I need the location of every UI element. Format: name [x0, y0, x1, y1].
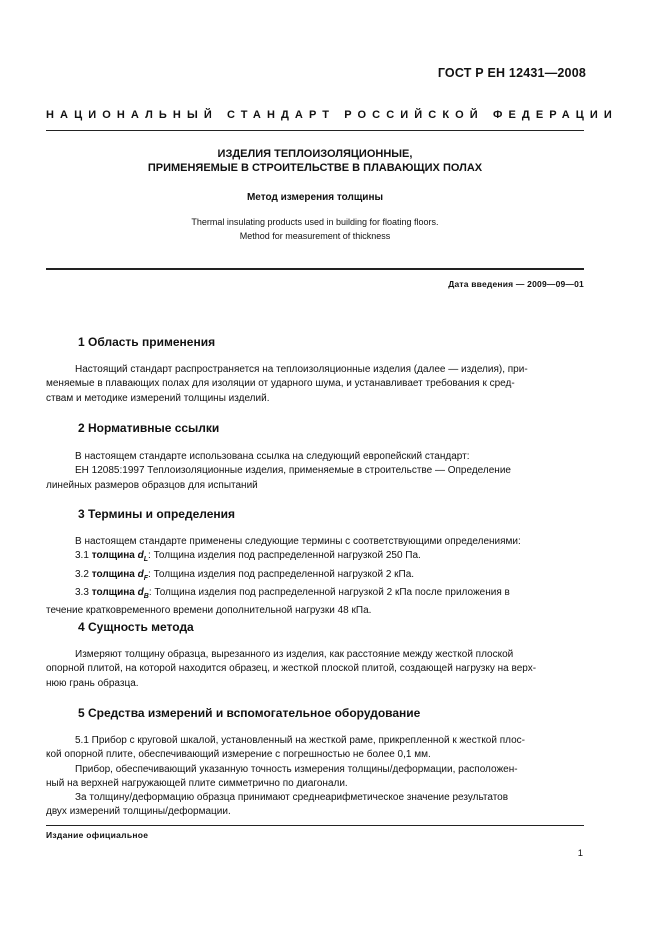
text-line: ный на верхней нагружающей плите симметрично по диагонали. — [46, 777, 348, 789]
edition-label: Издание официальное — [46, 830, 149, 840]
term-3-2 — [46, 568, 584, 586]
section-2-heading: 2 Нормативные ссылки — [78, 421, 220, 435]
text-line: ствам и методике измерений толщины изделий. — [46, 392, 270, 404]
term-number: 3.2 — [75, 568, 89, 580]
text-line: В настоящем стандарте применены следующие термины с соответствующими определениями: — [75, 536, 521, 547]
term-word: толщина — [91, 550, 135, 562]
term-definition: : Толщина изделия под распределенной нагрузкой 250 Па. — [148, 550, 421, 562]
term-symbol: d — [137, 550, 144, 562]
term-subscript: B — [143, 592, 149, 600]
text-line: 5.1 Прибор с круговой шкалой, установленный на жесткой раме, прикрепленной к жесткой плос- — [75, 735, 525, 746]
text-line: опорной плитой, на которой находится образец, и жесткой плоской плитой, создающей нагрузку на верх- — [46, 663, 537, 675]
section-4-heading: 4 Сущность метода — [78, 620, 194, 634]
text-line: Измеряют толщину образца, вырезанного из изделия, как расстояние между жесткой плоской — [75, 649, 514, 660]
text-line: За толщину/деформацию образца принимают среднеарифметическое значение результатов — [75, 792, 509, 804]
term-symbol: d — [137, 568, 144, 580]
document-title — [46, 147, 584, 175]
section-3-body — [46, 535, 584, 618]
title-line-1: ИЗДЕЛИЯ ТЕПЛОИЗОЛЯЦИОННЫЕ, — [217, 148, 413, 160]
text-line: Настоящий стандарт распространяется на теплоизоляционные изделия (далее — изделия), при- — [75, 364, 528, 375]
section-4-body — [46, 648, 584, 691]
term-subscript: F — [143, 574, 149, 582]
text-line: ЕН 12085:1997 Теплоизоляционные изделия, применяемые в строительстве — Определение — [75, 465, 511, 477]
standard-number: ГОСТ Р ЕН 12431—2008 — [437, 66, 586, 80]
introduction-date: Дата введения — 2009—09—01 — [448, 279, 584, 289]
section-5-heading: 5 Средства измерений и вспомогательное оборудование — [78, 706, 421, 720]
text-line: кой опорной плите, обеспечивающий измерение с погрешностью не более 0,1 мм. — [46, 749, 431, 761]
text-line: Прибор, обеспечивающий указанную точность измерения толщины/деформации, расположен- — [75, 763, 518, 775]
text-line: линейных размеров образцов для испытаний — [46, 479, 258, 491]
term-number: 3.1 — [75, 550, 89, 562]
footer-divider — [46, 825, 584, 826]
text-line: течение кратковременного времени дополнительной нагрузки 48 кПа. — [46, 605, 372, 617]
text-line: нюю грань образца. — [46, 677, 139, 689]
section-1-body — [46, 363, 584, 406]
term-number: 3.3 — [75, 586, 89, 598]
section-5-body — [46, 734, 584, 820]
english-title — [46, 215, 584, 243]
term-subscript: L — [143, 556, 149, 564]
title-line-2: ПРИМЕНЯЕМЫЕ В СТРОИТЕЛЬСТВЕ В ПЛАВАЮЩИХ ПОЛАХ — [147, 162, 483, 174]
term-symbol: d — [137, 586, 144, 598]
term-word: толщина — [91, 586, 135, 598]
page-number: 1 — [577, 848, 583, 859]
text-line: меняемые в плавающих полах для изоляции от ударного шума, и устанавливает требования к сред- — [46, 378, 515, 390]
text-line: двух измерений толщины/деформации. — [46, 806, 231, 818]
term-word: толщина — [91, 568, 135, 580]
english-title-line-2: Method for measurement of thickness — [239, 231, 391, 241]
national-standard-banner: НАЦИОНАЛЬНЫЙ СТАНДАРТ РОССИЙСКОЙ ФЕДЕРАЦИИ — [46, 109, 618, 121]
term-definition: : Толщина изделия под распределенной нагрузкой 2 кПа после приложения в — [148, 586, 510, 598]
section-1-heading: 1 Область применения — [78, 335, 216, 349]
section-3-heading: 3 Термины и определения — [78, 507, 236, 521]
term-3-1 — [46, 549, 584, 567]
english-title-line-1: Thermal insulating products used in building for floating floors. — [191, 217, 439, 227]
section-2-body — [46, 450, 584, 493]
term-definition: : Толщина изделия под распределенной нагрузкой 2 кПа. — [148, 568, 415, 580]
text-line: В настоящем стандарте использована ссылка на следующий европейский стандарт: — [75, 451, 470, 462]
header-divider — [46, 130, 584, 131]
method-subtitle: Метод измерения толщины — [246, 192, 384, 203]
term-3-3 — [46, 586, 584, 604]
title-divider — [46, 268, 584, 270]
